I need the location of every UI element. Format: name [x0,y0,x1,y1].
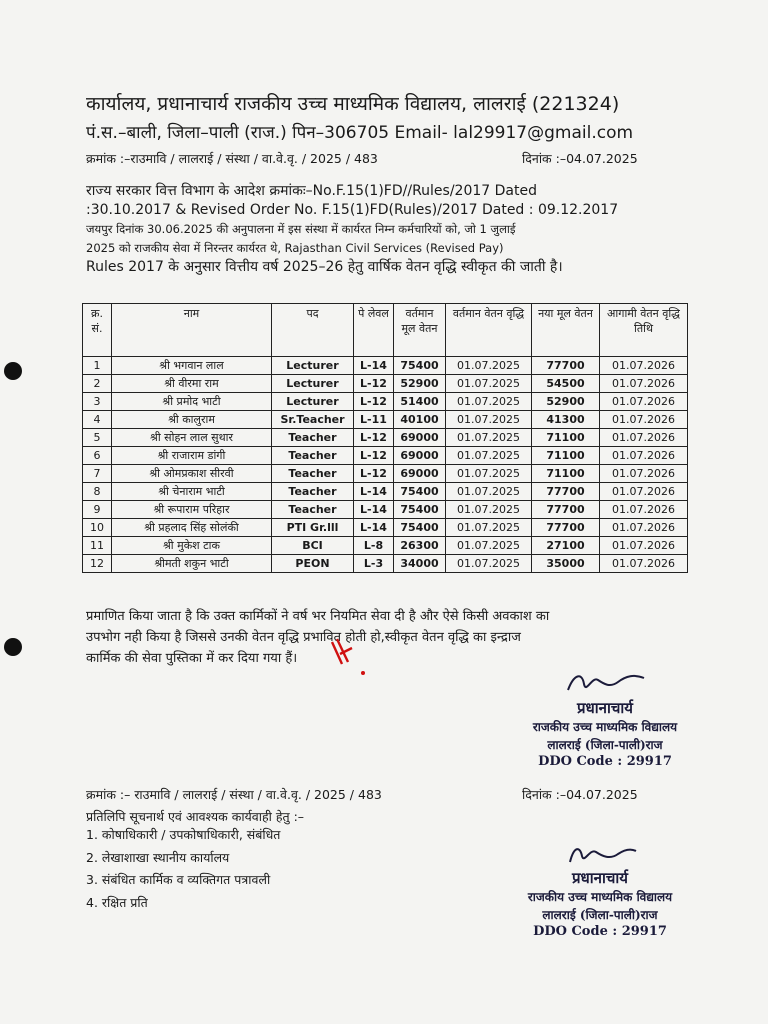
certificate-paragraph [86,606,670,669]
table-row [83,537,688,555]
copy-reference-date: दिनांक :–04.07.2025 [522,787,638,802]
cell-new-basic: 27100 [532,537,600,555]
school-name-stamp: राजकीय उच्च माध्यमिक विद्यालय [532,720,678,734]
cell-new-basic: 35000 [532,555,600,573]
table-row [83,375,688,393]
cell-post: Sr.Teacher [272,411,354,429]
cell-post: Teacher [272,465,354,483]
cell-pay-level: L-12 [354,429,394,447]
copy-list [86,824,280,914]
cell-serial: 11 [83,537,112,555]
cell-name: श्रीमती शकुन भाटी [112,555,272,573]
cell-serial: 10 [83,519,112,537]
cell-pay-level: L-12 [354,375,394,393]
order-line-1: राज्य सरकार वित्त विभाग के आदेश क्रमांकः–No.F.15(1)FD//Rules/2017 Dated [86,183,537,199]
ddo-code: DDO Code : 29917 [533,924,667,939]
reference-date: दिनांक :–04.07.2025 [522,151,638,166]
cell-name: श्री वीरमा राम [112,375,272,393]
cell-post: Lecturer [272,357,354,375]
cell-name: श्री ओमप्रकाश सीरवी [112,465,272,483]
col-header-serial: क्र. सं. [83,304,112,357]
cell-next-increment-date: 01.07.2026 [600,375,688,393]
cell-name: श्री प्रमोद भाटी [112,393,272,411]
copy-intro: प्रतिलिपि सूचनार्थ एवं आवश्यक कार्यवाही हेतु :– [86,809,305,824]
cell-new-basic: 77700 [532,519,600,537]
office-header: कार्यालय, प्रधानाचार्य राजकीय उच्च माध्यमिक विद्यालय, लालराई (221324) [86,93,620,115]
table-row [83,483,688,501]
cell-new-basic: 77700 [532,357,600,375]
principal-title: प्रधानाचार्य [577,699,633,717]
cell-new-basic: 52900 [532,393,600,411]
cell-current-increment: 01.07.2025 [446,483,532,501]
cell-post: Teacher [272,447,354,465]
certificate-line-2: उपभोग नही किया है जिससे उनकी वेतन वृद्धि प्रभावित होती हो,स्वीकृत वेतन वृद्धि का इन्द्राज [86,630,521,645]
cell-current-increment: 01.07.2025 [446,357,532,375]
cell-current-increment: 01.07.2025 [446,537,532,555]
cell-current-basic: 69000 [394,465,446,483]
cell-post: PEON [272,555,354,573]
certificate-line-3: कार्मिक की सेवा पुस्तिका में कर दिया गया हैं। [86,651,298,666]
principal-title: प्रधानाचार्य [572,869,628,887]
office-address: पं.स.–बाली, जिला–पाली (राज.) पिन–306705 Email- lal29917@gmail.com [86,123,634,143]
col-header-name: नाम [112,304,272,357]
cell-serial: 8 [83,483,112,501]
cell-next-increment-date: 01.07.2026 [600,501,688,519]
table-row [83,465,688,483]
cell-new-basic: 71100 [532,447,600,465]
cell-current-increment: 01.07.2025 [446,465,532,483]
cell-pay-level: L-14 [354,519,394,537]
table-row [83,393,688,411]
cell-pay-level: L-12 [354,465,394,483]
order-paragraph [86,182,670,277]
cell-name: श्री सोहन लाल सुथार [112,429,272,447]
school-location-stamp: लालराई (जिला-पाली)राज [542,908,658,922]
cell-post: Lecturer [272,393,354,411]
table-row [83,519,688,537]
table-row [83,501,688,519]
cell-post: Teacher [272,429,354,447]
school-name-stamp: राजकीय उच्च माध्यमिक विद्यालय [527,890,673,904]
cell-current-increment: 01.07.2025 [446,393,532,411]
cell-current-basic: 75400 [394,501,446,519]
cell-next-increment-date: 01.07.2026 [600,519,688,537]
cell-pay-level: L-12 [354,393,394,411]
cell-next-increment-date: 01.07.2026 [600,537,688,555]
school-location-stamp: लालराई (जिला-पाली)राज [547,738,663,752]
cell-current-basic: 69000 [394,447,446,465]
table-row [83,447,688,465]
cell-post: Lecturer [272,375,354,393]
cell-serial: 12 [83,555,112,573]
cell-serial: 3 [83,393,112,411]
col-header-new-basic: नया मूल वेतन [532,304,600,357]
cell-pay-level: L-14 [354,483,394,501]
cell-next-increment-date: 01.07.2026 [600,429,688,447]
cell-pay-level: L-8 [354,537,394,555]
cell-next-increment-date: 01.07.2026 [600,411,688,429]
cell-current-basic: 52900 [394,375,446,393]
col-header-next-increment-date: आगामी वेतन वृद्धि तिथि [600,304,688,357]
cell-next-increment-date: 01.07.2026 [600,447,688,465]
red-dot-mark [360,670,366,676]
order-line-4: 2025 को राजकीय सेवा में निरन्तर कार्यरत थे, Rajasthan Civil Services (Revised Pay) [86,241,504,255]
cell-serial: 1 [83,357,112,375]
cell-current-increment: 01.07.2025 [446,411,532,429]
cell-serial: 7 [83,465,112,483]
order-line-2: :30.10.2017 & Revised Order No. F.15(1)FD(Rules)/2017 Dated : 09.12.2017 [86,202,619,218]
cell-current-increment: 01.07.2025 [446,519,532,537]
cell-serial: 6 [83,447,112,465]
punch-hole-top [4,362,22,380]
cell-name: श्री रूपाराम परिहार [112,501,272,519]
cell-serial: 4 [83,411,112,429]
cell-current-increment: 01.07.2025 [446,375,532,393]
signature-stamp-bottom [500,842,700,939]
cell-current-basic: 75400 [394,357,446,375]
order-line-5: Rules 2017 के अनुसार वित्तीय वर्ष 2025–26 हेतु वार्षिक वेतन वृद्धि स्वीकृत की जाती है। [86,259,563,275]
cell-name: श्री कालुराम [112,411,272,429]
cell-name: श्री भगवान लाल [112,357,272,375]
col-header-current-increment: वर्तमान वेतन वृद्धि [446,304,532,357]
cell-post: Teacher [272,501,354,519]
cell-next-increment-date: 01.07.2026 [600,465,688,483]
signature-scribble [560,668,650,698]
cell-current-basic: 34000 [394,555,446,573]
list-item: 2. लेखाशाखा स्थानीय कार्यालय [86,849,230,865]
cell-current-increment: 01.07.2025 [446,501,532,519]
cell-current-basic: 51400 [394,393,446,411]
col-header-pay-level: पे लेवल [354,304,394,357]
red-ink-mark [328,636,358,668]
cell-name: श्री चेनाराम भाटी [112,483,272,501]
increment-table [82,303,688,573]
cell-post: PTI Gr.lll [272,519,354,537]
table-row [83,555,688,573]
cell-new-basic: 54500 [532,375,600,393]
cell-current-basic: 75400 [394,519,446,537]
cell-current-increment: 01.07.2025 [446,429,532,447]
signature-scribble [560,842,640,868]
cell-name: श्री राजाराम डांगी [112,447,272,465]
table-row [83,411,688,429]
cell-next-increment-date: 01.07.2026 [600,393,688,411]
order-line-3: जयपुर दिनांक 30.06.2025 की अनुपालना में इस संस्था में कार्यरत निम्न कर्मचारियों को, जो 1 जुलाई [86,222,516,236]
table-header-row [83,304,688,357]
reference-number: क्रमांक :–राउमावि / लालराई / संस्था / वा.वे.वृ. / 2025 / 483 [86,151,378,166]
cell-new-basic: 77700 [532,501,600,519]
certificate-line-1: प्रमाणित किया जाता है कि उक्त कार्मिकों ने वर्ष भर नियमित सेवा दी है और ऐसे किसी अवकाश का [86,609,550,624]
cell-name: श्री प्रहलाद सिंह सोलंकी [112,519,272,537]
cell-current-increment: 01.07.2025 [446,447,532,465]
table-row [83,429,688,447]
copy-reference-number: क्रमांक :– राउमावि / लालराई / संस्था / वा.वे.वृ. / 2025 / 483 [86,787,382,802]
cell-current-basic: 69000 [394,429,446,447]
signature-stamp-top [505,668,705,769]
cell-new-basic: 41300 [532,411,600,429]
cell-serial: 9 [83,501,112,519]
punch-hole-bottom [4,638,22,656]
cell-next-increment-date: 01.07.2026 [600,483,688,501]
cell-new-basic: 71100 [532,465,600,483]
cell-serial: 2 [83,375,112,393]
list-item: 3. संबंधित कार्मिक व व्यक्तिगत पत्रावली [86,872,271,887]
cell-next-increment-date: 01.07.2026 [600,357,688,375]
cell-current-basic: 75400 [394,483,446,501]
cell-pay-level: L-12 [354,447,394,465]
cell-next-increment-date: 01.07.2026 [600,555,688,573]
cell-pay-level: L-14 [354,501,394,519]
cell-name: श्री मुकेश टाक [112,537,272,555]
col-header-current-basic: वर्तमान मूल वेतन [394,304,446,357]
cell-new-basic: 77700 [532,483,600,501]
cell-new-basic: 71100 [532,429,600,447]
list-item: 1. कोषाधिकारी / उपकोषाधिकारी, संबंधित [86,827,281,842]
col-header-post: पद [272,304,354,357]
cell-current-increment: 01.07.2025 [446,555,532,573]
cell-current-basic: 40100 [394,411,446,429]
ddo-code: DDO Code : 29917 [538,754,672,769]
cell-serial: 5 [83,429,112,447]
table-row [83,357,688,375]
cell-pay-level: L-3 [354,555,394,573]
cell-current-basic: 26300 [394,537,446,555]
list-item: 4. रक्षित प्रति [86,894,148,910]
cell-pay-level: L-11 [354,411,394,429]
cell-post: Teacher [272,483,354,501]
cell-pay-level: L-14 [354,357,394,375]
cell-post: BCI [272,537,354,555]
